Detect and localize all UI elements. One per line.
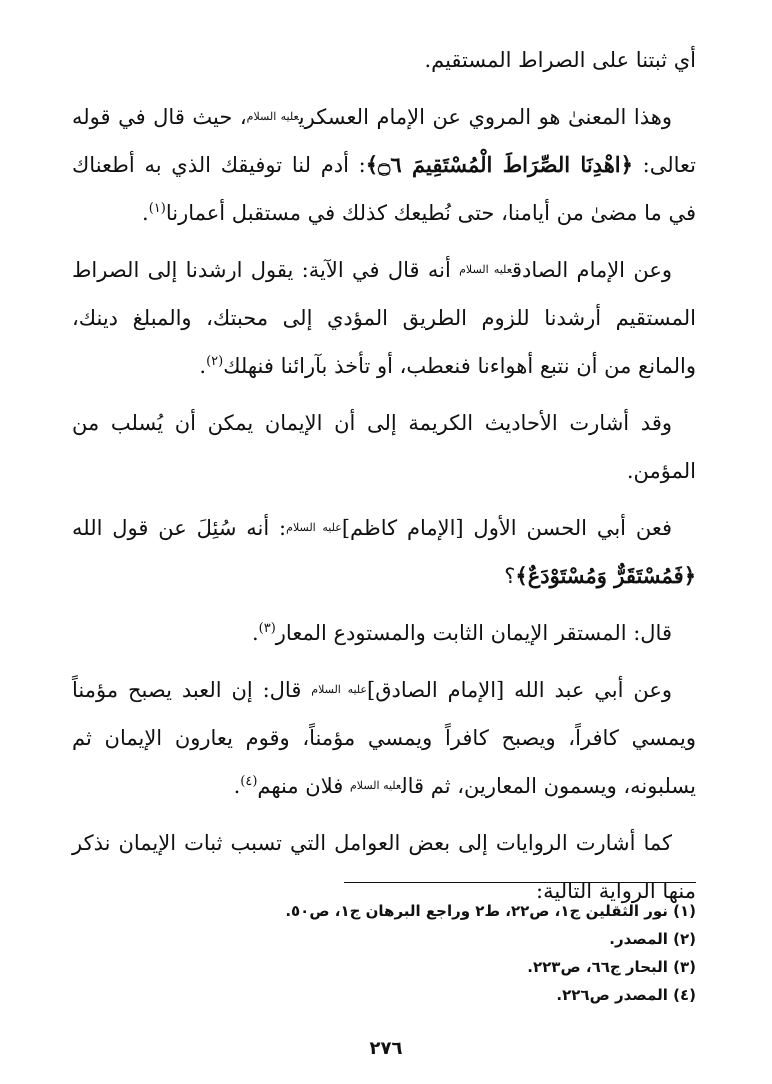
paragraph: [72, 36, 696, 84]
text-run: كما أشارت الروايات إلى بعض العوامل التي تسبب ثبات الإيمان نذكر منها الرواية التالية:: [72, 831, 696, 903]
honorific-glyph: عليه السلام: [459, 263, 513, 276]
text-run: قال: إن العبد يصبح مؤمناً ويمسي كافراً، ويصبح كافراً ويمسي مؤمناً، وقوم يعارون الإيمان ثم يسلبونه، ويسمون المعارين، ثم قال: [72, 678, 696, 798]
text-run: أي ثبتنا على الصراط المستقيم.: [424, 48, 696, 72]
paragraph: [72, 609, 696, 657]
quran-verse: ﴿فَمُسْتَقَرٌّ وَمُسْتَوْدَعٌ﴾: [515, 563, 696, 588]
text-run: وعن أبي عبد الله [الإمام الصادق]: [367, 678, 673, 702]
footnote-item: (٢) المصدر.: [609, 930, 696, 948]
text-run: فلان منهم: [257, 774, 350, 798]
text-run: أنه قال في الآية: يقول ارشدنا إلى الصراط المستقيم أرشدنا للزوم الطريق المؤدي إلى محبتك، والمبلغ دينك، والمانع من أن نتبع أهواءنا فنعطب، أو تأخذ بآرائنا فنهلك: [72, 258, 696, 378]
text-run: فعن أبي الحسن الأول [الإمام كاظم]: [341, 516, 672, 540]
main-text: [72, 36, 696, 924]
text-run: .: [199, 354, 207, 378]
paragraph: [72, 666, 696, 810]
footnote-ref: (١): [148, 201, 166, 216]
text-run: : أنه سُئِلَ عن قول الله: [72, 516, 287, 540]
text-run: وعن الإمام الصادق: [512, 258, 672, 282]
paragraph: [72, 504, 696, 600]
text-run: قال: المستقر الإيمان الثابت والمستودع المعار: [275, 621, 672, 645]
paragraph: [72, 93, 696, 237]
footnote-item: (٤) المصدر ص٢٢٦.: [556, 986, 696, 1004]
paragraph: [72, 399, 696, 495]
footnote-item: (١) نور الثقلين ج١، ص٢٢، ط٢ وراجع البرهان ج١، ص٥٠.: [285, 902, 696, 920]
paragraph: [72, 246, 696, 390]
text-run: وهذا المعنىٰ هو المروي عن الإمام العسكري: [298, 105, 672, 129]
footnote-item: (٣) البحار ج٦٦، ص٢٢٣.: [527, 958, 696, 976]
footnotes: [72, 897, 696, 1009]
text-run: : أدم لنا توفيقك الذي به أطعناك في ما مضىٰ من أيامنا، حتى نُطيعك كذلك في مستقبل أعمارنا: [72, 153, 696, 225]
text-run: .: [233, 774, 241, 798]
honorific-glyph: عليه السلام: [286, 521, 342, 534]
quran-verse: ﴿اهْدِنَا الصِّرَاطَ الْمُسْتَقِيمَ ۝٦﴾: [365, 152, 633, 177]
text-run: .: [251, 621, 259, 645]
text-run: وقد أشارت الأحاديث الكريمة إلى أن الإيمان يمكن أن يُسلب من المؤمن.: [72, 411, 696, 483]
honorific-glyph: عليه السلام: [246, 110, 299, 123]
footnote-ref: (٢): [206, 354, 224, 369]
footnote-ref: (٤): [240, 774, 258, 789]
text-run: .: [142, 201, 149, 225]
honorific-glyph: عليه السلام: [349, 779, 402, 792]
text-run: ؟: [504, 564, 516, 588]
footnote-divider: [344, 882, 696, 883]
honorific-glyph: عليه السلام: [311, 683, 368, 696]
page-number: ٢٧٦: [369, 1038, 403, 1059]
text-run: ، حيث قال في قوله تعالى:: [72, 105, 696, 177]
footnote-ref: (٣): [258, 621, 276, 636]
